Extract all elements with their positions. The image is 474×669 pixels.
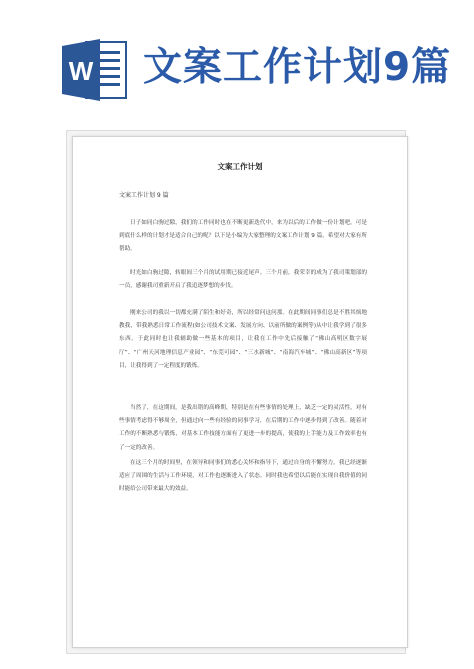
document-page [72,136,408,648]
paragraph: 在这三个月的时间里，在领导和同事们的悉心关怀和指导下，通过自身的不懈努力，我已经逐渐适应了周围的生活与工作环境，对工作也逐渐进入了状态。同时我也希望以后能在实现自我价值的同时能给公司带来最大的效益。 [119,460,367,493]
paragraph: 日子如同白驹过隙，我们的工作同时也在不断更新迭代中，来为以后的工作做一份计划吧。可是到底什么样的计划才是适合自己的呢？以下是小编为大家整理的文案工作计划 9 篇，希望对大家有所帮助。 [119,220,367,253]
paragraph: 当然了，在这期间，是我出错的高峰期，特别是在有些事情的处理上，缺乏一定的灵活性，对有些事情考虑得不够周全，但通过向一些有经验的同事学习，在后期的工作中逐步得到了改善。随着对工作的不断熟悉与锻炼，对基本工作技能方面有了更进一步的提高，使我的上手能力及工作效率也有了一定的改善。 [119,405,367,451]
svg-text:W: W [68,56,94,86]
banner [0,0,474,118]
paragraph: 时光如白驹过隙，转眼间三个月的试用期已接近尾声。三个月前，我荣幸的成为了我司策划部的一员，感谢我司重新开启了我追逐梦想的步伐。 [119,270,367,290]
paragraph: 刚来公司的我以一切都充满了陌生和好奇，所以经常问这问那。在此期间同事们总是不胜其烦地教我，带我熟悉日常工作流程(如公司技术文案、发展方向、以前所做的案例等)从中让我学到了很多东西。于此同时也让我辅助做一些基本的项目，让我在工作中先后接触了“佛山高明区数字展厅”、“广州天河地理信息产业园”、“东莞可园”、“三水新城”、“南海汽车城”、“佛山高新区”等项目，让我得到了一定程度的锻炼。 [119,310,367,369]
page-title: 文案工作计划9篇 [143,45,452,90]
word-icon [62,38,128,102]
document-title: 文案工作计划 [217,162,263,171]
document-subtitle: 文案工作计划 9 篇 [119,192,169,199]
